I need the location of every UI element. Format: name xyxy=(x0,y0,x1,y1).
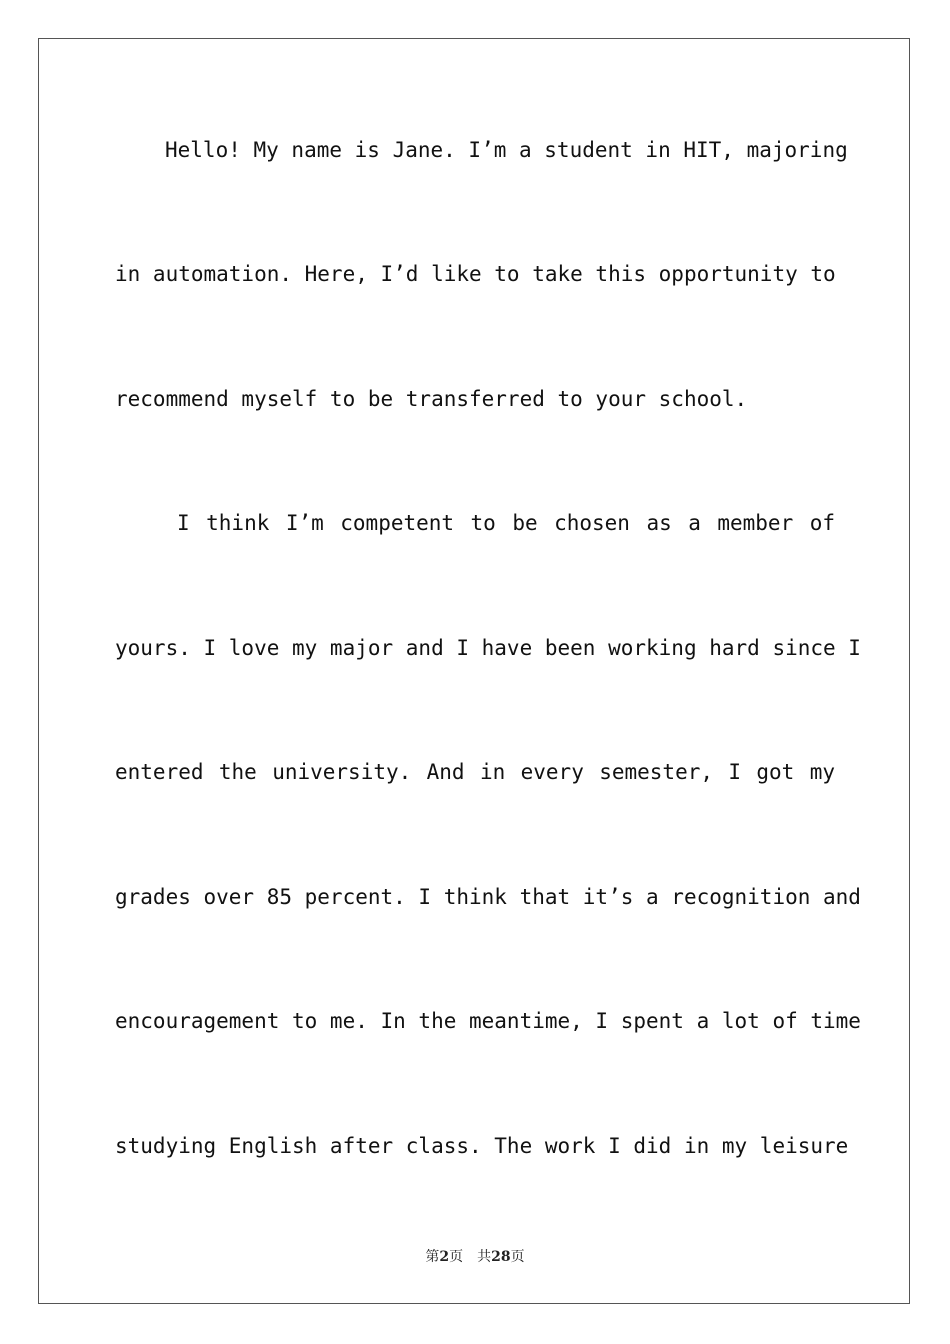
text-line: encouragement to me. In the meantime, I spent a lot of time xyxy=(115,1009,861,1033)
text-line: recommend myself to be transferred to your school. xyxy=(115,387,748,411)
total-pages: 28 xyxy=(491,1249,511,1265)
page-border xyxy=(38,38,910,1304)
text-line: Hello! My name is Jane. I’m a student in HIT, majoring xyxy=(165,138,848,162)
text-line: entered the university. And in every semester, I got my xyxy=(115,760,835,784)
page-prefix: 第 xyxy=(425,1249,440,1265)
text-line: studying English after class. The work I did in my leisure xyxy=(115,1134,849,1158)
total-suffix: 页 xyxy=(510,1249,525,1265)
text-line: I think I’m competent to be chosen as a member of xyxy=(177,511,835,535)
page-footer xyxy=(0,1246,950,1266)
page-suffix: 页 xyxy=(449,1249,464,1265)
text-line: grades over 85 percent. I think that it’s a recognition and xyxy=(115,885,861,909)
page-number: 2 xyxy=(439,1249,450,1265)
text-line: in automation. Here, I’d like to take this opportunity to xyxy=(115,262,836,286)
text-line: yours. I love my major and I have been working hard since I xyxy=(115,636,861,660)
total-prefix: 共 xyxy=(477,1249,492,1265)
